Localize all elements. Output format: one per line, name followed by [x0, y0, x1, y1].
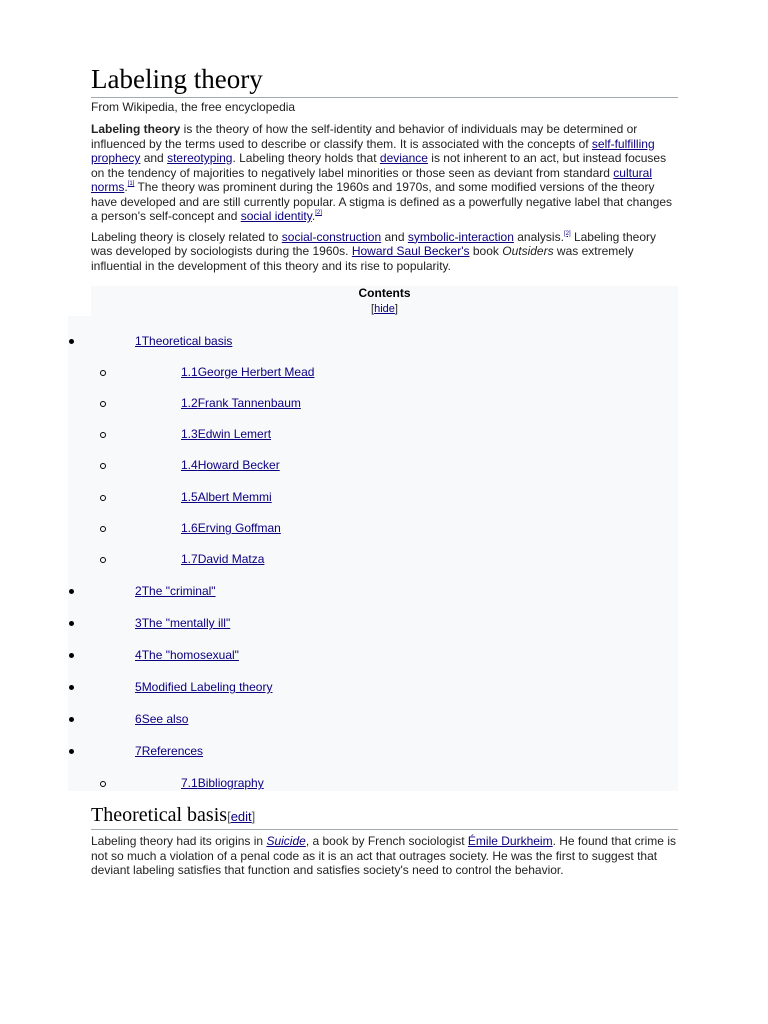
toc-label: David Matza: [197, 552, 265, 566]
toc-subitem-bullet: [100, 557, 106, 563]
toc-link[interactable]: [181, 458, 280, 472]
toc-link[interactable]: [135, 744, 203, 758]
intro-paragraph-2: Labeling theory is closely related to social-construction and symbolic-interaction analysis.[2] Labeling theory was developed by sociologists during the 1960s. Howard Saul Becker's book Outsiders was extremely influential in the development of this theory and its rise to popularity.: [91, 229, 657, 273]
toc-label: The "criminal": [141, 584, 216, 598]
toc-link[interactable]: [181, 365, 314, 379]
toc-number: 4: [135, 648, 142, 662]
toc-item-bullet: [69, 339, 74, 344]
toc-item: [135, 334, 232, 348]
toc-number: 1.1: [181, 365, 198, 379]
toc-number: 1: [135, 334, 142, 348]
edit-section: [edit]: [227, 809, 256, 824]
link-stereotyping[interactable]: stereotyping: [167, 151, 233, 165]
toc-item-bullet: [69, 621, 74, 626]
toc-number: 1.6: [181, 521, 198, 535]
toc-link[interactable]: [135, 584, 216, 598]
section-paragraph: Labeling theory had its origins in Suicide, a book by French sociologist Émile Durkheim. He found that crime is not so much a violation of a penal code as it is an act that outrages society. He was the first to suggest that deviant labeling satisfies that function and satisfies society's need to control the behavior.: [91, 834, 676, 877]
toc-label: See also: [141, 712, 189, 726]
toc-label: References: [141, 744, 204, 758]
toc-link[interactable]: [135, 648, 239, 662]
toc-subitem-bullet: [100, 463, 106, 469]
toc-item: [135, 712, 188, 726]
toc-link[interactable]: [181, 776, 264, 790]
toc-item-bullet: [69, 685, 74, 690]
toc-link[interactable]: [181, 521, 281, 535]
link-deviance[interactable]: deviance: [379, 151, 428, 165]
toc-label: Frank Tannenbaum: [197, 396, 301, 410]
toc-number: 1.7: [181, 552, 198, 566]
toc-subitem-bullet: [100, 781, 106, 787]
toc-subitem-bullet: [100, 526, 106, 532]
toc-number: 1.4: [181, 458, 198, 472]
toc-number: 3: [135, 616, 142, 630]
toc-number: 1.3: [181, 427, 198, 441]
toc-hide-link[interactable]: hide: [374, 303, 395, 315]
toc-subitem-bullet: [100, 495, 106, 501]
article-body: [91, 62, 678, 279]
toc-item: [135, 616, 230, 630]
page-title: Labeling theory: [91, 62, 678, 98]
toc-label: George Herbert Mead: [197, 365, 315, 379]
toc-link[interactable]: [181, 427, 271, 441]
toc-label: The "homosexual": [141, 648, 239, 662]
link-self-fulfilling-prophecy[interactable]: self-fulfilling prophecy: [91, 136, 655, 165]
toc-number: 5: [135, 680, 142, 694]
toc-item: [181, 521, 281, 535]
book-title: Outsiders: [502, 244, 554, 258]
toc-item: [181, 427, 271, 441]
toc-number: 1.2: [181, 396, 198, 410]
toc-link[interactable]: [181, 552, 264, 566]
toc-link[interactable]: [181, 396, 301, 410]
toc-item: [181, 396, 301, 410]
link-symbolic-interaction[interactable]: symbolic-interaction: [407, 229, 514, 244]
toc-item: [181, 458, 280, 472]
toc-number: 7.1: [181, 776, 198, 790]
toc-item: [135, 648, 239, 662]
toc-link[interactable]: [135, 680, 272, 694]
toc-link[interactable]: [135, 334, 232, 348]
link-emile-durkheim[interactable]: Émile Durkheim: [467, 834, 553, 848]
link-cultural-norms[interactable]: cultural norms: [91, 165, 652, 194]
toc-subitem-bullet: [100, 432, 106, 438]
toc-item-bullet: [69, 749, 74, 754]
toc-title: Contents: [358, 286, 411, 300]
bold-term: Labeling theory: [91, 122, 181, 136]
toc-label: The "mentally ill": [141, 616, 231, 630]
toc-item: [181, 490, 272, 504]
reference-link-3[interactable]: [2]: [563, 230, 571, 237]
toc-item: [181, 365, 314, 379]
toc-item: [181, 776, 264, 790]
toc-number: 1.5: [181, 490, 198, 504]
toc-label: Theoretical basis: [141, 334, 233, 348]
toc-label: Edwin Lemert: [197, 427, 272, 441]
toc-item: [181, 552, 264, 566]
toc-label: Bibliography: [197, 776, 264, 790]
link-howard-saul-becker[interactable]: Howard Saul Becker's: [351, 244, 470, 258]
toc-link[interactable]: [135, 712, 188, 726]
toc-link[interactable]: [181, 490, 272, 504]
section-text: [91, 834, 678, 884]
link-suicide[interactable]: Suicide: [266, 834, 306, 848]
toc-link[interactable]: [135, 616, 230, 630]
toc-number: 2: [135, 584, 142, 598]
toc-label: Albert Memmi: [197, 490, 272, 504]
toc-item-bullet: [69, 589, 74, 594]
intro-paragraph-1: Labeling theory is the theory of how the self-identity and behavior of individuals may be determined or influenced by the terms used to describe or classify them. It is associated with the concepts of self-fulfilling prophecy and stereotyping. Labeling theory holds that deviance is not inherent to an act, but instead focuses on the tendency of majorities to negatively label minorities or those seen as deviant from standard cultural norms.[1] The theory was prominent during the 1960s and 1970s, and some modified versions of the theory have developed and are still currently popular. A stigma is defined as a powerfully negative label that changes a person's self-concept and social identity.[2]: [91, 122, 673, 223]
toc-item: [135, 584, 216, 598]
toc-number: 7: [135, 744, 142, 758]
link-social-identity[interactable]: social identity: [240, 209, 312, 223]
tagline: From Wikipedia, the free encyclopedia: [91, 100, 296, 114]
toc-subitem-bullet: [100, 370, 106, 376]
toc-label: Howard Becker: [197, 458, 280, 472]
section-heading-theoretical-basis: Theoretical basis[edit]: [91, 804, 678, 830]
toc-item: [135, 744, 203, 758]
toc-label: Erving Goffman: [197, 521, 281, 535]
toc-toggle: [hide]: [371, 303, 398, 315]
reference-link-1[interactable]: [1]: [127, 181, 135, 187]
toc-number: 6: [135, 712, 142, 726]
toc-item: [135, 680, 272, 694]
reference-link-2[interactable]: [2]: [315, 210, 322, 216]
toc-label: Modified Labeling theory: [141, 680, 273, 694]
edit-section-link[interactable]: edit: [230, 809, 252, 824]
toc-subitem-bullet: [100, 401, 106, 407]
toc-item-bullet: [69, 653, 74, 658]
link-social-construction[interactable]: social-construction: [281, 229, 382, 244]
toc-item-bullet: [69, 717, 74, 722]
